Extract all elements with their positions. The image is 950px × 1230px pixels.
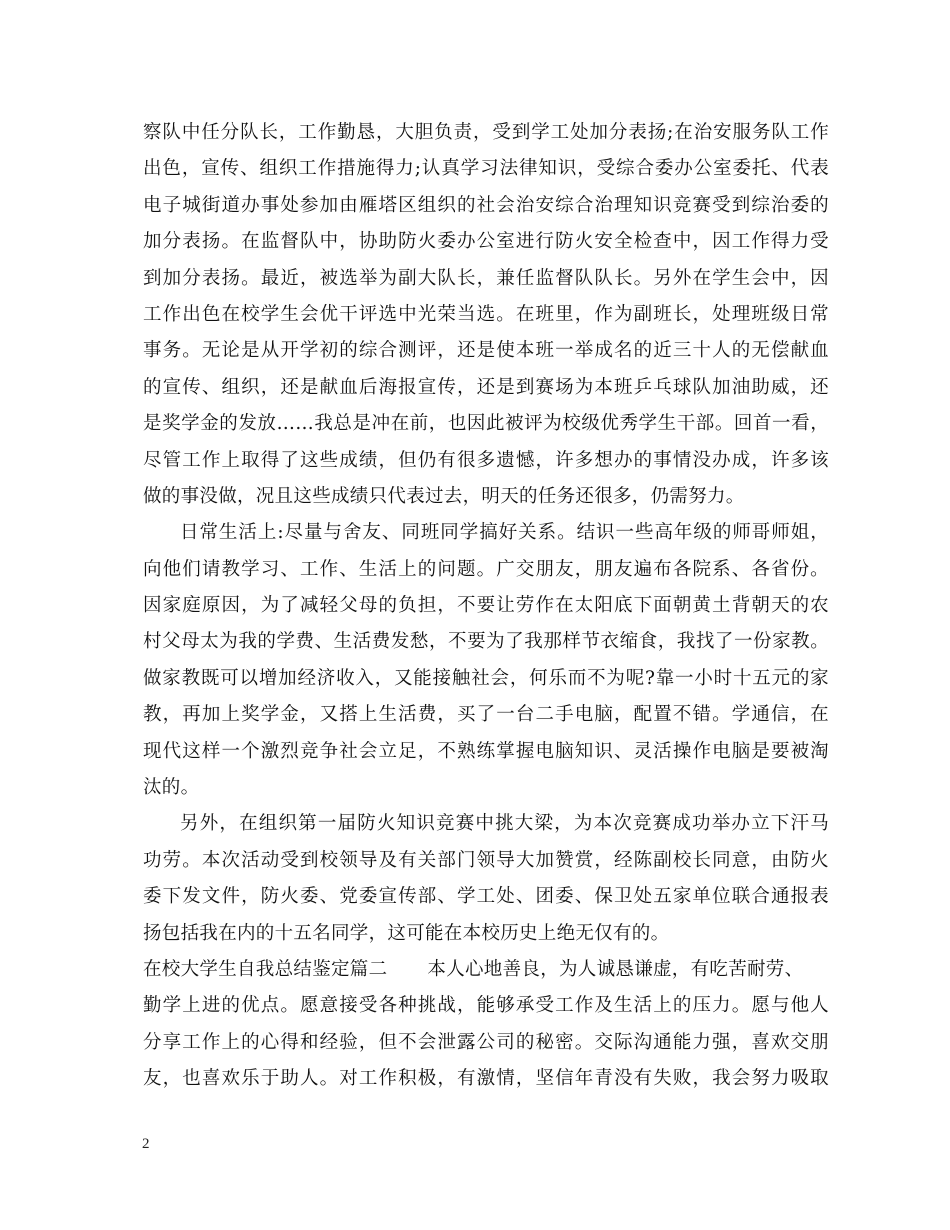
- paragraph: [143, 806, 829, 952]
- text-line: 工作出色在校学生会优干评选中光荣当选。在班里，作为副班长，处理班级日常: [143, 303, 829, 325]
- text-line: 教，再加上奖学金，又搭上生活费，买了一台二手电脑，配置不错。学通信，在: [143, 704, 829, 726]
- text-line: 出色，宣传、组织工作措施得力;认真学习法律知识，受综合委办公室委托、代表: [143, 158, 829, 180]
- paragraph: [143, 515, 829, 806]
- text-line: 到加分表扬。最近，被选举为副大队长，兼任监督队队长。另外在学生会中，因: [143, 267, 829, 289]
- text-line: 村父母太为我的学费、生活费发愁，不要为了我那样节衣缩食，我找了一份家教。: [143, 631, 829, 653]
- text-line: 日常生活上:尽量与舍友、同班同学搞好关系。结识一些高年级的师哥师姐，: [180, 522, 829, 544]
- text-line: 察队中任分队长，工作勤恳，大胆负责，受到学工处加分表扬;在治安服务队工作: [143, 122, 829, 143]
- text-line: 勤学上进的优点。愿意接受各种挑战，能够承受工作及生活上的压力。愿与他人: [143, 995, 829, 1017]
- text-line: 事务。无论是从开学初的综合测评，还是使本班一举成名的近三十人的无偿献血: [143, 340, 829, 362]
- text-line: 尽管工作上取得了这些成绩，但仍有很多遗憾，许多想办的事情没办成，许多该: [143, 449, 829, 471]
- text-line: 现代这样一个激烈竞争社会立足，不熟练掌握电脑知识、灵活操作电脑是要被淘: [143, 740, 829, 762]
- paragraph: [143, 115, 829, 515]
- section-heading: 在校大学生自我总结鉴定篇二: [143, 958, 388, 980]
- text-line: 汰的。: [143, 777, 200, 799]
- text-line: 加分表扬。在监督队中，协助防火委办公室进行防火安全检查中，因工作得力受: [143, 231, 829, 253]
- section-first-line-text: 本人心地善良，为人诚恳谦虚，有吃苦耐劳、: [427, 958, 804, 980]
- text-line: 功劳。本次活动受到校领导及有关部门领导大加赞赏，经陈副校长同意，由防火: [143, 849, 829, 871]
- page-number: 2: [142, 1136, 150, 1152]
- section-heading-line: [143, 952, 829, 988]
- text-line: 另外，在组织第一届防火知识竞赛中挑大梁，为本次竞赛成功举办立下汗马: [180, 813, 829, 835]
- text-line: 的宣传、组织，还是献血后海报宣传，还是到赛场为本班乒乓球队加油助威，还: [143, 376, 829, 398]
- text-line: 友，也喜欢乐于助人。对工作积极，有激情，坚信年青没有失败，我会努力吸取: [143, 1068, 829, 1090]
- text-line: 分享工作上的心得和经验，但不会泄露公司的秘密。交际沟通能力强，喜欢交朋: [143, 1031, 829, 1053]
- text-line: 电子城街道办事处参加由雁塔区组织的社会治安综合治理知识竞赛受到综治委的: [143, 194, 829, 216]
- text-line: 因家庭原因，为了减轻父母的负担，不要让劳作在太阳底下面朝黄土背朝天的农: [143, 595, 829, 617]
- text-line: 委下发文件，防火委、党委宣传部、学工处、团委、保卫处五家单位联合通报表: [143, 886, 829, 908]
- section-two: [143, 952, 829, 1098]
- text-line: 向他们请教学习、工作、生活上的问题。广交朋友，朋友遍布各院系、各省份。: [143, 558, 829, 580]
- text-line: 做的事没做，况且这些成绩只代表过去，明天的任务还很多，仍需努力。: [143, 485, 745, 507]
- document-body: [143, 115, 829, 1098]
- text-line: 是奖学金的发放……我总是冲在前，也因此被评为校级优秀学生干部。回首一看，: [143, 413, 829, 435]
- text-line: 做家教既可以增加经济收入，又能接触社会，何乐而不为呢?靠一小时十五元的家: [143, 667, 829, 689]
- text-line: 扬包括我在内的十五名同学，这可能在本校历史上绝无仅有的。: [143, 922, 670, 944]
